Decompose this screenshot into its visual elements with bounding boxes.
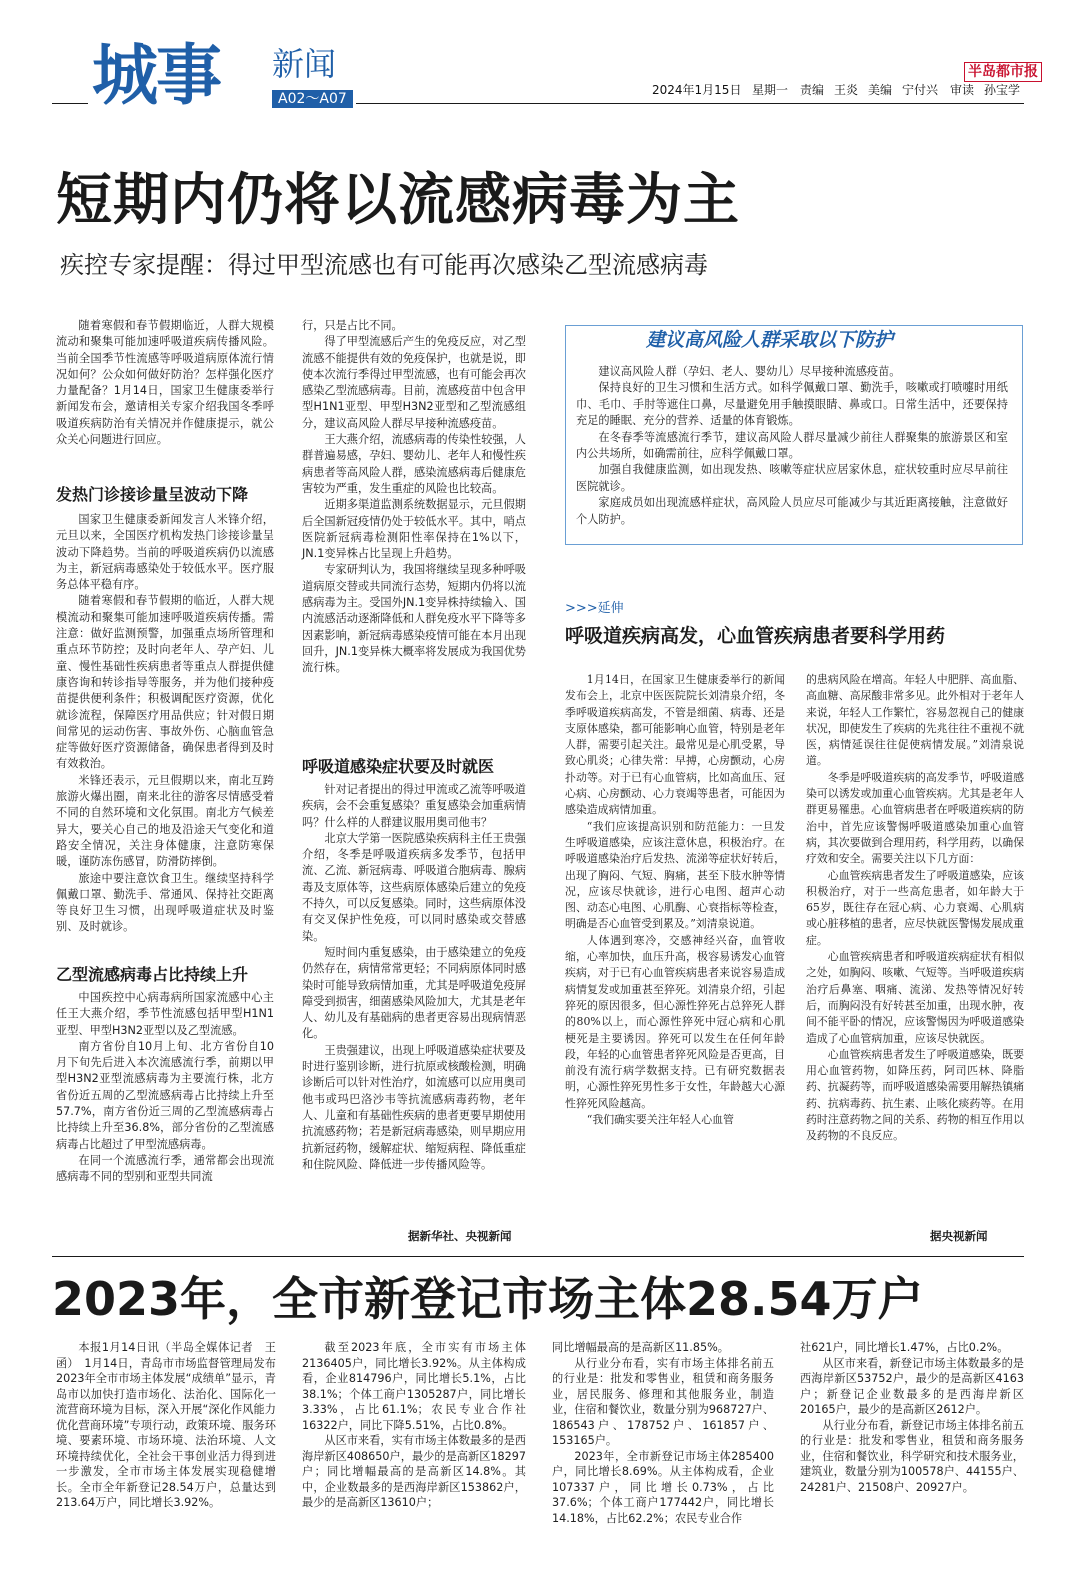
paragraph: 国家卫生健康委新闻发言人米锋介绍，元旦以来，全国医疗机构发热门诊接诊量呈波动下降趋势。当前的呼吸道疾病仍以流感为主，新冠病毒感染处于较低水平。医疗服务总体平稳有序。	[56, 513, 274, 592]
paragraph: 人体遇到寒冷，交感神经兴奋，血管收缩，心率加快，血压升高，极容易诱发心血管疾病，对于已有心血管疾病患者来说容易造成病情复发或加重甚至猝死。刘清泉介绍，引起猝死的原因很多，但心源性猝死占总猝死人群的80%以上，而心源性猝死中冠心病和心肌梗死是主要诱因。猝死可以发生在任何年龄段，年轻的心血管患者猝死风险是否更高，目前没有流行病学数据支持。已有研究数据表明，心源性猝死男性多于女性，年龄越大心源性猝死风险越高。	[565, 933, 785, 1110]
box-item: 在冬春季等流感流行季节，建议高风险人群尽量减少前往人群聚集的旅游景区和室内公共场所，如确需前往，应科学佩戴口罩。	[576, 430, 1008, 461]
paragraph: “我们确实要关注年轻人心血管	[586, 1113, 734, 1127]
article1-column-1b	[56, 512, 274, 936]
article1-credit: 据新华社、央视新闻	[408, 1229, 512, 1243]
article2-column-2	[302, 1340, 526, 1511]
paragraph: 南方省份自10月上旬、北方省份自10月下旬先后进入本次流感流行季，前期以甲型H3N2亚型流感病毒为主要流行株，北方省份近五周的乙型流感病毒占比持续上升至57.7%，南方省份近三周的乙型流感病毒占比持续上升至36.8%，部分省份的乙型流感病毒占比超过了甲型流感病毒。	[56, 1039, 274, 1151]
paragraph: 随着寒假和春节假期临近，人群大规模流动和聚集可能加速呼吸道疾病传播风险。当前全国季节性流感等呼吸道病原体流行情况如何？公众如何做好防治？怎样强化医疗力量配备？1月14日，国家卫生健康委举行新闻发布会，邀请相关专家介绍我国冬季呼吸道疾病防治有关情况并作健康提示，就公众关心问题进行回应。	[56, 319, 274, 447]
paragraph: 同比增幅最高的是高新区11.85%。	[552, 1341, 729, 1354]
main-subheadline: 疾控专家提醒：得过甲型流感也有可能再次感染乙型流感病毒	[60, 251, 708, 279]
masthead-left-rule	[52, 103, 88, 104]
article1-column-1c	[56, 990, 274, 1186]
masthead-rule	[356, 103, 1024, 104]
paragraph: 短时间内重复感染，由于感染建立的免疫仍然存在，病情常常更轻；不同病原体同时感染时可能导致病情加重，尤其是呼吸道免疫屏障受到损害，细菌感染风险加大，尤其是老年人、幼儿及有基础病的患者更容易出现病情恶化。	[302, 945, 526, 1041]
article1-column-2a	[302, 318, 526, 677]
related-kicker: >>>延伸	[565, 601, 624, 616]
paragraph: 针对记者提出的得过甲流或乙流等呼吸道疾病，会不会重复感染？重复感染会加重病情吗？什么样的人群建议服用奥司他韦？	[302, 783, 526, 829]
paragraph: 王贵强建议，出现上呼吸道感染症状要及时进行鉴别诊断，进行抗原或核酸检测，明确诊断后可以针对性治疗，如流感可以应用奥司他韦或玛巴洛沙韦等抗流感病毒药物，老年人、儿童和有基础性疾病的患者更要早期使用抗流感药物；若是新冠病毒感染，则早期应用抗新冠药物，缓解症状、缩短病程、降低重症和住院风险、降低进一步传播风险等。	[302, 1043, 526, 1171]
subheading-fever-clinic: 发热门诊接诊量呈波动下降	[56, 485, 249, 504]
editor-label: 责编	[800, 83, 825, 97]
paragraph: 王大燕介绍，流感病毒的传染性较强，人群普遍易感，孕妇、婴幼儿、老年人和慢性疾病患者等高风险人群，感染流感病毒后健康危害较为严重，发生重症的风险也比较高。	[302, 433, 526, 495]
review-label: 审读	[950, 83, 975, 97]
issue-date: 2024年1月15日	[652, 83, 742, 97]
paragraph: 专家研判认为，我国将继续呈现多种呼吸道病原交替或共同流行态势，短期内仍将以流感病毒为主。受国外JN.1变异株持续输入、国内流感活动逐渐降低和人群免疫水平下降等多因素影响，新冠病毒感染疫情可能在本月出现回升，JN.1变异株大概率将发展成为我国优势流行株。	[302, 563, 526, 675]
related-headline: 呼吸道疾病高发，心血管疾病患者要科学用药	[565, 625, 946, 647]
paragraph: 心血管疾病患者发生了呼吸道感染，既要用心血管药物，如降压药，阿司匹林、降脂药、抗凝药等，而呼吸道感染需要用解热镇痛药、抗病毒药、抗生素、止咳化痰药等。在用药时注意药物之间的关系、药物的相互作用以及药物的不良反应。	[806, 1047, 1024, 1143]
paragraph: 本报1月14日讯（半岛全媒体记者 王函） 1月14日，青岛市市场监督管理局发布2023年全市市场主体发展“成绩单”显示，青岛市以加快打造市场化、法治化、国际化一流营商环境为目标，深入开展“深化作风能力优化营商环境”专项行动，政策环境、服务环境、要素环境、市场环境、法治环境、人文环境持续优化，全社会干事创业活力得到进一步激发，全市市场主体发展实现稳健增长。全市全年新登记28.54万户，总量达到213.64万户，同比增长3.92%。	[56, 1341, 276, 1509]
box-item: 保持良好的卫生习惯和生活方式。如科学佩戴口罩、勤洗手，咳嗽或打喷嚏时用纸巾、毛巾、手肘等遮住口鼻，尽量避免用手触摸眼睛、鼻或口。日常生活中，还要保持充足的睡眠、充分的营养、适量的体育锻炼。	[576, 381, 1008, 428]
paragraph: 1月14日，在国家卫生健康委举行的新闻发布会上，北京中医医院院长刘清泉介绍，冬季呼吸道疾病高发，不管是细菌、病毒、还是支原体感染，都可能影响心血管，特别是老年人群，需要引起关注。最常见是心肌受累，导致心肌炎；心律失常：早搏，心房颤动，心房扑动等。对于已有心血管病，比如高血压、冠心病、心房颤动、心力衰竭等患者，可能因为感染造成病情加重。	[565, 673, 785, 817]
article-divider	[52, 1256, 1024, 1257]
paragraph: 2023年，全市新登记市场主体285400户，同比增长8.69%。从主体构成看，企业107337户，同比增长0.73%，占比37.6%；个体工商户177442户，同比增长14.18%，占比62.2%；农民专业合作	[552, 1449, 774, 1525]
related-column-2	[806, 672, 1024, 1145]
article1-column-2b	[302, 782, 526, 1173]
paragraph: 米锋还表示，元旦假期以来，南北互跨旅游火爆出圈，南来北往的游客尽情感受着不同的自然环境和文化氛围。南北方气候差异大，要关心自己的地及沿途天气变化和道路安全情况，关注身体健康，注意防寒保暖，谨防冻伤感冒，防滑防摔倒。	[56, 773, 274, 869]
paragraph: 近期多渠道监测系统数据显示，元旦假期后全国新冠疫情仍处于较低水平。其中，哨点医院新冠病毒检测阳性率保持在1%以下，JN.1变异株占比呈现上升趋势。	[302, 498, 526, 561]
paragraph: 随着寒假和春节假期的临近，人群大规模流动和聚集可能加速呼吸道疾病传播。需注意：做好监测预警，加强重点场所管理和重点环节防控；及时向老年人、孕产妇、儿童、慢性基础性疾病患者等重点人群提供健康咨询和转诊指导等服务，并为他们接种疫苗提供便利条件；积极调配医疗资源，优化就诊流程，保障医疗用品供应；针对假日期间常见的运动伤害、事故外伤、心脑血管急症等做好医疗资源储备，确保患者得到及时有效救治。	[56, 594, 274, 771]
box-item: 建议高风险人群（孕妇、老人、婴幼儿）尽早接种流感疫苗。	[598, 365, 901, 378]
subheading-influenza-b: 乙型流感病毒占比持续上升	[56, 965, 249, 984]
subheading-seek-care: 呼吸道感染症状要及时就医	[302, 757, 495, 776]
paragraph: 旅途中要注意饮食卫生。继续坚持科学佩戴口罩、勤洗手、常通风、保持社交距离等良好卫生习惯，出现呼吸道症状及时鉴别、及时就诊。	[56, 871, 274, 934]
paragraph: 社621户，同比增长1.47%，占比0.2%。	[800, 1341, 1009, 1354]
editor-name: 王炎	[834, 83, 859, 97]
paragraph: 冬季是呼吸道疾病的高发季节，呼吸道感染可以诱发或加重心血管疾病。尤其是老年人群更易罹患。心血管病患者在呼吸道疾病的防治中，首先应该警惕呼吸道感染加重心血管病，其次要做到合理用药，科学用药，以确保疗效和安全。需要关注以下几方面：	[806, 770, 1024, 866]
paragraph: 的患病风险在增高。年轻人中肥胖、高血脂、高血糖、高尿酸非常多见。此外相对于老年人来说，年轻人工作繁忙，容易忽视自己的健康状况，即使发生了疾病的先兆往往不重视不就医，病情延误往往促使病情发展。”刘清泉说道。	[806, 673, 1024, 768]
issue-weekday: 星期一	[752, 83, 789, 97]
paragraph: 截至2023年底，全市实有市场主体2136405户，同比增长3.92%。从主体构成看，企业814796户，同比增长5.1%，占比38.1%；个体工商户1305287户，同比增长3.33%，占比61.1%；农民专业合作社16322户，同比下降5.51%，占比0.8%。	[302, 1341, 526, 1432]
main-headline: 短期内仍将以流感病毒为主	[56, 168, 740, 233]
box-item: 家庭成员如出现流感样症状，高风险人员应尽可能减少与其近距离接触，注意做好个人防护。	[576, 496, 1008, 526]
paragraph: 从行业分布看，新登记市场主体排名前五的行业是：批发和零售业，租赁和商务服务业，住宿和餐饮业，科学研究和技术服务业，建筑业，数量分别为100578户、44155户、24281户、21508户、20927户。	[800, 1418, 1024, 1494]
paragraph: 得了甲型流感后产生的免疫反应，对乙型流感不能提供有效的免疫保护，也就是说，即使本次流行季得过甲型流感，也有可能会再次感染乙型流感病毒。目前，流感疫苗中包含甲型H1N1亚型、甲型H3N2亚型和乙型流感组分，建议高风险人群尽早接种流感疫苗。	[302, 335, 526, 430]
paragraph: 中国疾控中心病毒病所国家流感中心主任王大燕介绍，季节性流感包括甲型H1N1亚型、甲型H3N2亚型以及乙型流感。	[56, 991, 274, 1037]
paragraph: 行，只是占比不同。	[302, 319, 403, 332]
paragraph: 从区市来看，实有市场主体数最多的是西海岸新区408650户，最少的是高新区18297户；同比增幅最高的是高新区14.8%。其中，企业数最多的是西海岸新区153862户，最少的是高新区13610户；	[302, 1434, 526, 1509]
market-headline: 2023年，全市新登记市场主体28.54万户	[52, 1272, 924, 1326]
related-credit: 据央视新闻	[930, 1229, 988, 1243]
section-title: 城事	[92, 37, 220, 114]
box-body	[576, 364, 1008, 528]
related-column-1	[565, 672, 785, 1128]
box-item: 加强自我健康监测，如出现发热、咳嗽等症状应居家休息，症状较重时应尽早前往医院就诊。	[576, 463, 1008, 493]
section-subtitle: 新闻	[272, 45, 337, 83]
protection-tips-box	[565, 325, 1023, 545]
paragraph: 从行业分布看，实有市场主体排名前五的行业是：批发和零售业，租赁和商务服务业，居民服务、修理和其他服务业，制造业，住宿和餐饮业，数量分别为968727户、186543户、178752户、161857户、153165户。	[552, 1356, 774, 1447]
paragraph: 心血管疾病患者和呼吸道疾病症状有相似之处，如胸闷、咳嗽、气短等。当呼吸道疾病治疗后鼻塞、咽痛、流涕、发热等情况好转后，而胸闷没有好转甚至加重，出现水肿，夜间不能平卧的情况，应该警惕因为呼吸道感染造成了心血管病加重，应该尽快就医。	[806, 950, 1024, 1045]
article1-column-1a	[56, 318, 274, 448]
article2-column-4	[800, 1340, 1024, 1495]
paragraph: “我们应该提高识别和防范能力：一旦发生呼吸道感染，应该注意休息，积极治疗。在呼吸道感染治疗后发热、流涕等症状好转后，出现了胸闷、气短、胸痛，甚至下肢水肿等情况，应该尽快就诊，进行心电图、超声心动图、动态心电图、心肌酶、心衰指标等检查，明确是否心血管受到累及。”刘清泉说道。	[565, 819, 785, 931]
paragraph: 在同一个流感流行季，通常都会出现流感病毒不同的型别和亚型共同流	[56, 1153, 274, 1184]
art-label: 美编	[868, 83, 893, 97]
review-name: 孙宝学	[984, 83, 1021, 97]
box-title: 建议高风险人群采取以下防护	[646, 329, 894, 351]
article2-column-1	[56, 1340, 276, 1511]
paragraph: 北京大学第一医院感染疾病科主任王贵强介绍，冬季是呼吸道疾病多发季节，包括甲流、乙流、新冠病毒、呼吸道合胞病毒、腺病毒及支原体等，这些病原体感染后建立的免疫不持久，可以反复感染。同时，这些病原体没有交叉保护性免疫，可以同时感染或交替感染。	[302, 831, 526, 943]
paper-logo: 半岛都市报	[964, 62, 1042, 82]
art-name: 宁付兴	[902, 83, 939, 97]
paragraph: 从区市来看，新登记市场主体数最多的是西海岸新区53752户，最少的是高新区4163户；新登记企业数最多的是西海岸新区20165户，最少的是高新区2612户。	[800, 1356, 1024, 1416]
section-pages-badge: A02～A07	[272, 90, 353, 108]
article2-column-3	[552, 1340, 774, 1526]
paragraph: 心血管疾病患者发生了呼吸道感染，应该积极治疗，对于一些高危患者，如年龄大于65岁，既往存在冠心病、心力衰竭、心肌病或心脏移植的患者，应尽快就医警惕发展成重症。	[806, 868, 1024, 947]
